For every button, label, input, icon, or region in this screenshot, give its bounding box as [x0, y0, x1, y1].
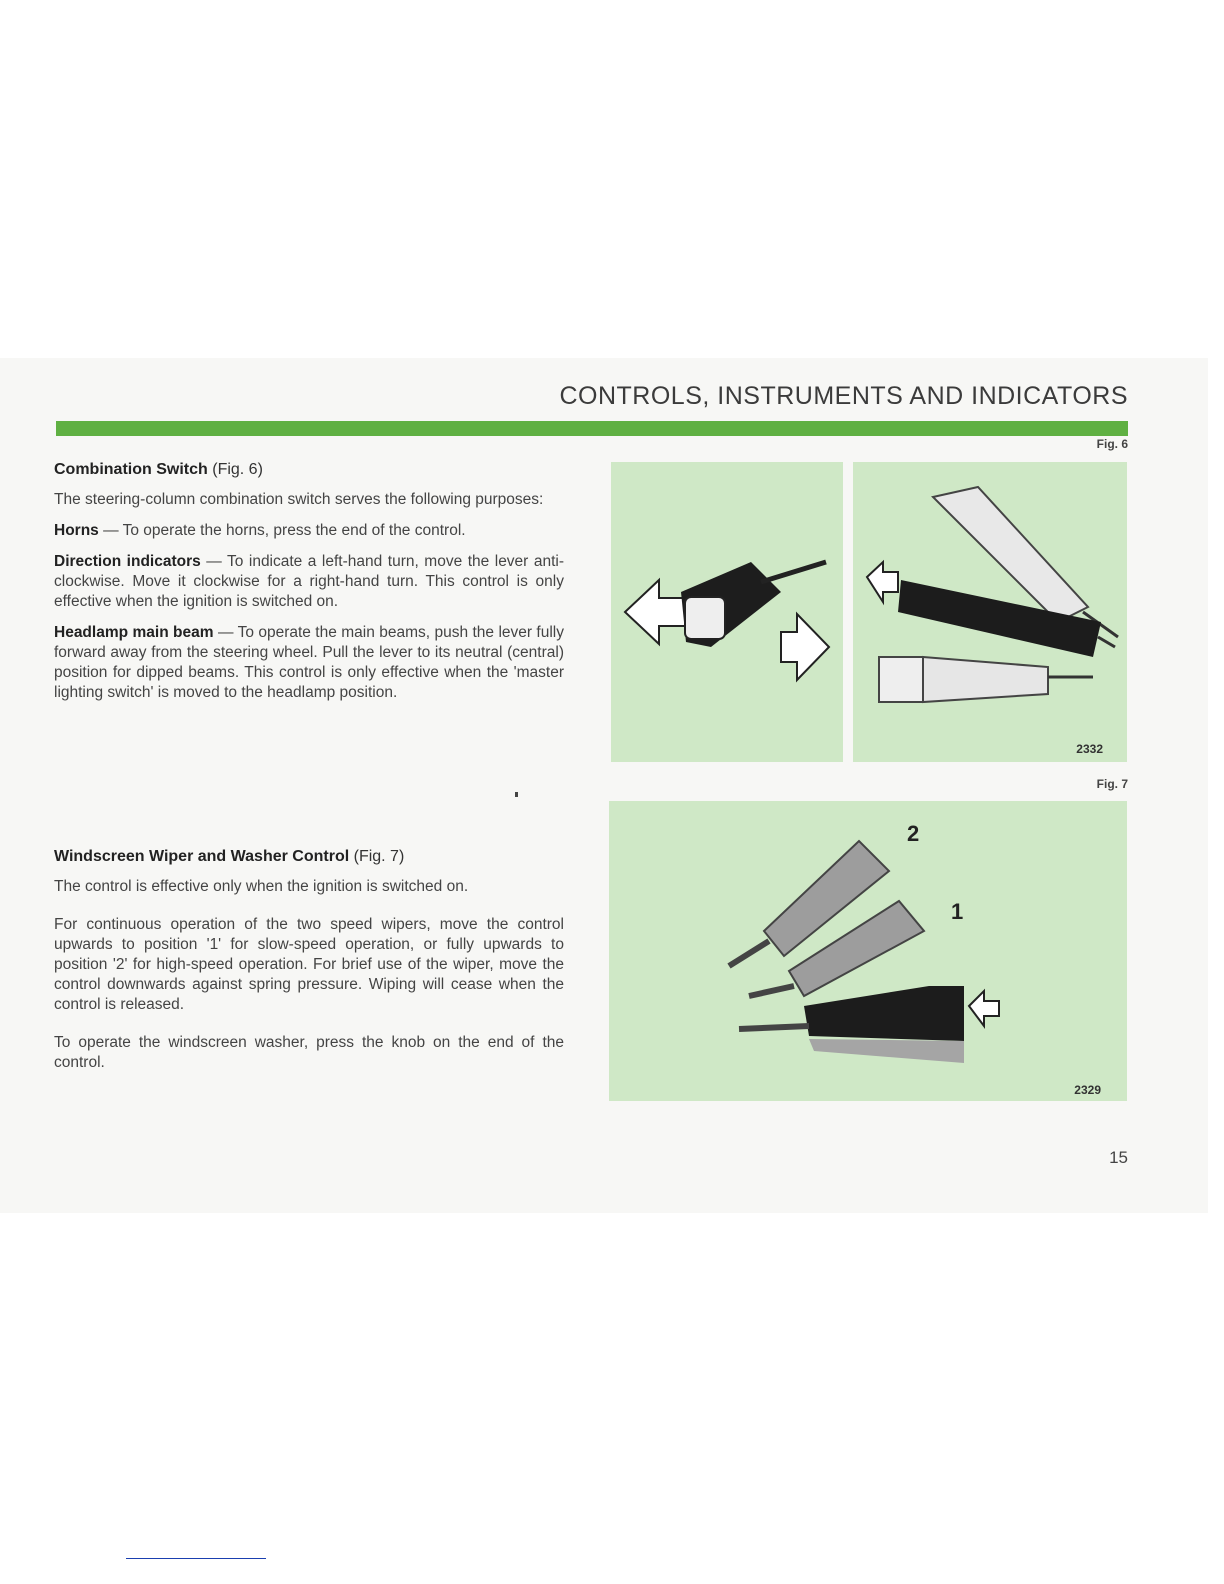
- combination-switch-icon: [853, 462, 1127, 762]
- page-number: 15: [1109, 1148, 1128, 1167]
- heading-text: Windscreen Wiper and Washer Control: [54, 848, 350, 865]
- stray-mark: [515, 792, 518, 797]
- position-1-label: 1: [951, 899, 964, 924]
- term-headlamp-main-beam: Headlamp main beam: [54, 624, 214, 641]
- indicator-lever-icon: [611, 462, 843, 762]
- indicators-text: — To indicate a left-hand turn, move the lever anti-clockwise. Move it clockwise for a right-hand turn. This control is only effective when the ignition is switched on.: [54, 553, 565, 610]
- horns-paragraph: [54, 521, 564, 541]
- fig6-number: 2332: [1076, 742, 1103, 756]
- indicators-paragraph: [54, 552, 564, 612]
- fig7-label: Fig. 7: [1096, 777, 1128, 791]
- page-title: CONTROLS, INSTRUMENTS AND INDICATORS: [559, 382, 1128, 410]
- footer-rule: [126, 1558, 266, 1559]
- fig6-right-panel: [853, 462, 1127, 762]
- heading-ref: (Fig. 7): [353, 848, 405, 865]
- fig6-label: Fig. 6: [1096, 437, 1128, 451]
- fig6-left-panel: [611, 462, 843, 762]
- main-beam-text: — To operate the main beams, push the lever fully forward away from the steering wheel. Pull the lever to its neutral (central) position for dipped beams. This control is only effective when the 'master lighting switch' is moved to the headlamp position.: [54, 624, 564, 701]
- heading-ref: (Fig. 6): [212, 461, 263, 478]
- paragraph-1: The control is effective only when the ignition is switched on.: [54, 878, 469, 895]
- main-beam-paragraph: [54, 623, 564, 703]
- term-horns: Horns: [54, 522, 99, 539]
- section-heading: [54, 847, 564, 867]
- accent-bar: [56, 421, 1128, 436]
- fig7-number: 2329: [1074, 1083, 1101, 1097]
- paragraph-3: To operate the windscreen washer, press the knob on the end of the control.: [54, 1034, 564, 1071]
- section-wiper-control: [54, 847, 564, 1084]
- position-2-label: 2: [907, 821, 920, 846]
- heading-text: Combination Switch: [54, 461, 208, 478]
- paragraph-2: For continuous operation of the two speed wipers, move the control upwards to position '1' for slow-speed operation, or fully upwards to position '2' for high-speed operation. For brief use of the wiper, move the control downwards against spring pressure. Wiping will cease when the control is released.: [54, 916, 564, 1013]
- horns-text: — To operate the horns, press the end of the control.: [98, 522, 466, 539]
- fig7-panel: [609, 801, 1127, 1101]
- section-heading: [54, 460, 564, 480]
- section-combination-switch: [54, 460, 564, 714]
- term-direction-indicators: Direction indicators: [54, 553, 201, 570]
- wiper-switch-icon: [609, 801, 1127, 1101]
- intro-paragraph: The steering-column combination switch serves the following purposes:: [54, 491, 544, 508]
